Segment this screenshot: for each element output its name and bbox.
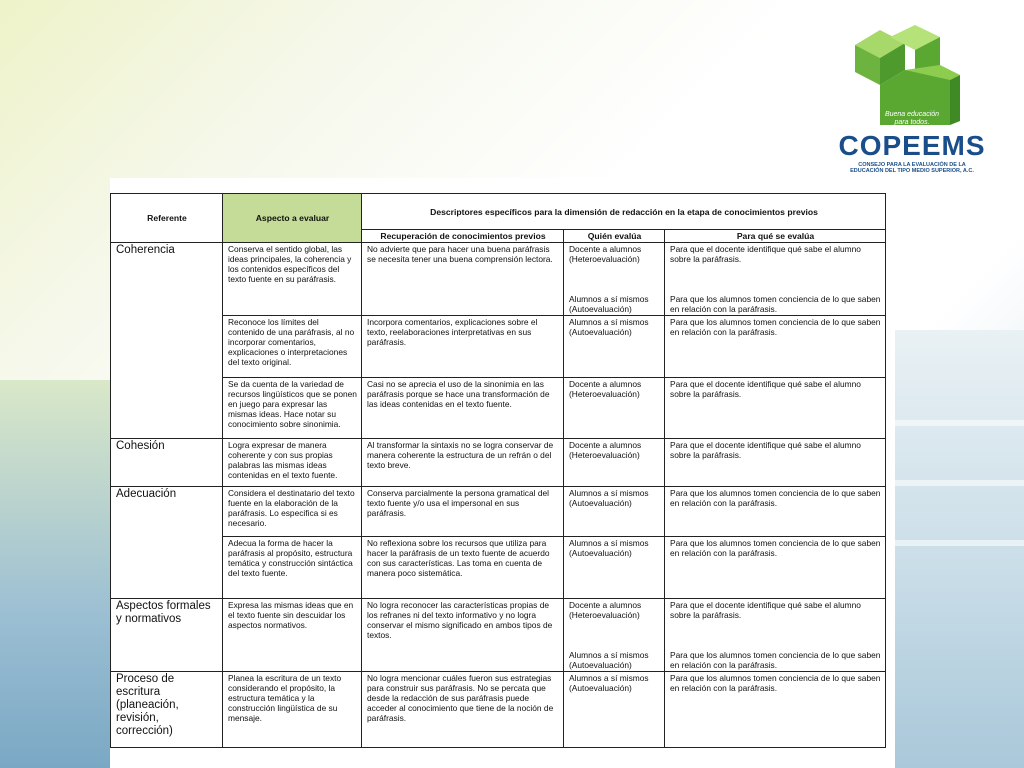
para-que-cell: Para que el docente identifique qué sabe el alumno sobre la paráfrasis. bbox=[665, 439, 886, 487]
quien-cell: Alumnos a sí mismos (Autoevaluación) bbox=[564, 537, 665, 599]
rubric-table bbox=[110, 193, 886, 748]
table-row bbox=[111, 599, 886, 672]
decorative-stripe bbox=[895, 540, 1024, 546]
header-descriptores: Descriptores específicos para la dimensión de redacción en la etapa de conocimientos previos bbox=[362, 194, 886, 230]
table-row bbox=[111, 243, 886, 316]
aspecto-cell: Logra expresar de manera coherente y con sus propias palabras las mismas ideas contenidas en el texto fuente. bbox=[223, 439, 362, 487]
quien-cell: Docente a alumnos (Heteroevaluación) bbox=[564, 439, 665, 487]
aspecto-cell: Planea la escritura de un texto considerando el propósito, la estructura temática y la construcción lingüística de su mensaje. bbox=[223, 672, 362, 748]
recuperacion-cell: No logra mencionar cuáles fueron sus estrategias para construir sus paráfrasis. No se percata que desde la redacción de sus paráfrasis puede acceder al conocimiento que tiene de la noción de paráfrasis. bbox=[362, 672, 564, 748]
aspecto-cell: Conserva el sentido global, las ideas principales, la coherencia y los contenidos específicos del texto fuente en su paráfrasis. bbox=[223, 243, 362, 316]
quien-cell: Docente a alumnos (Heteroevaluación) Alumnos a sí mismos (Autoevaluación) bbox=[564, 243, 665, 316]
right-decorative-band bbox=[895, 330, 1024, 768]
decorative-stripe bbox=[895, 480, 1024, 486]
aspecto-cell: Reconoce los límites del contenido de una paráfrasis, al no incorporar comentarios, explicaciones o interpretaciones del texto original. bbox=[223, 316, 362, 378]
recuperacion-cell: No advierte que para hacer una buena paráfrasis se necesita tener una buena comprensión lectora. bbox=[362, 243, 564, 316]
header-quien: Quién evalúa bbox=[564, 230, 665, 243]
header-referente: Referente bbox=[111, 194, 223, 243]
aspecto-cell: Adecua la forma de hacer la paráfrasis al propósito, estructura temática y construcción sintáctica del texto fuente. bbox=[223, 537, 362, 599]
table-row bbox=[111, 537, 886, 599]
left-decorative-band bbox=[0, 380, 110, 768]
logo-tagline: Buena educación para todos. bbox=[884, 111, 940, 126]
header-para-que: Para qué se evalúa bbox=[665, 230, 886, 243]
quien-cell: Docente a alumnos (Heteroevaluación) Alumnos a sí mismos (Autoevaluación) bbox=[564, 599, 665, 672]
recuperacion-cell: No reflexiona sobre los recursos que utiliza para hacer la paráfrasis de un texto fuente de acuerdo con sus características. Las toma en cuenta de manera poco sistemática. bbox=[362, 537, 564, 599]
table-row bbox=[111, 439, 886, 487]
rubric-document bbox=[110, 178, 895, 768]
referente-cell: Cohesión bbox=[111, 439, 223, 487]
logo-subtitle: CONSEJO PARA LA EVALUACIÓN DE LA EDUCACIÓN DEL TIPO MEDIO SUPERIOR, A.C. bbox=[850, 162, 974, 174]
aspecto-cell: Considera el destinatario del texto fuente en la elaboración de la paráfrasis. Lo especifica si es necesario. bbox=[223, 487, 362, 537]
quien-cell: Alumnos a sí mismos (Autoevaluación) bbox=[564, 487, 665, 537]
para-que-cell: Para que los alumnos tomen conciencia de lo que saben en relación con la paráfrasis. bbox=[665, 672, 886, 748]
para-que-cell: Para que el docente identifique qué sabe el alumno sobre la paráfrasis. bbox=[665, 378, 886, 439]
quien-cell: Alumnos a sí mismos (Autoevaluación) bbox=[564, 316, 665, 378]
referente-cell: Coherencia bbox=[111, 243, 223, 439]
table-row bbox=[111, 378, 886, 439]
recuperacion-cell: Al transformar la sintaxis no se logra conservar de manera coherente la estructura de un refrán o del texto breve. bbox=[362, 439, 564, 487]
table-row bbox=[111, 487, 886, 537]
recuperacion-cell: Casi no se aprecia el uso de la sinonimia en las paráfrasis porque se hace una transformación de las ideas contenidas en el texto fuente. bbox=[362, 378, 564, 439]
para-que-cell: Para que los alumnos tomen conciencia de lo que saben en relación con la paráfrasis. bbox=[665, 316, 886, 378]
para-que-cell: Para que los alumnos tomen conciencia de lo que saben en relación con la paráfrasis. bbox=[665, 537, 886, 599]
aspecto-cell: Se da cuenta de la variedad de recursos lingüísticos que se ponen en juego para expresar las mismas ideas. Hace notar su conocimiento sobre sinonimia. bbox=[223, 378, 362, 439]
aspecto-cell: Expresa las mismas ideas que en el texto fuente sin descuidar los aspectos normativos. bbox=[223, 599, 362, 672]
recuperacion-cell: Incorpora comentarios, explicaciones sobre el texto, reelaboraciones interpretativas en sus paráfrasis. bbox=[362, 316, 564, 378]
header-recuperacion: Recuperación de conocimientos previos bbox=[362, 230, 564, 243]
recuperacion-cell: Conserva parcialmente la persona gramatical del texto fuente y/o usa el impersonal en sus paráfrasis. bbox=[362, 487, 564, 537]
para-que-cell: Para que los alumnos tomen conciencia de lo que saben en relación con la paráfrasis. bbox=[665, 487, 886, 537]
logo-brand-name: COPEEMS bbox=[838, 130, 986, 161]
table-row bbox=[111, 316, 886, 378]
referente-cell: Proceso de escritura (planeación, revisión, corrección) bbox=[111, 672, 223, 748]
copeems-logo bbox=[832, 25, 992, 175]
table-row bbox=[111, 672, 886, 748]
para-que-cell: Para que el docente identifique qué sabe el alumno sobre la paráfrasis. Para que los alumnos tomen conciencia de lo que saben en relación con la paráfrasis. bbox=[665, 243, 886, 316]
referente-cell: Adecuación bbox=[111, 487, 223, 599]
quien-cell: Docente a alumnos (Heteroevaluación) bbox=[564, 378, 665, 439]
decorative-stripe bbox=[895, 420, 1024, 426]
recuperacion-cell: No logra reconocer las características propias de los refranes ni del texto informativo y no logra conservar el mismo significado en ambos tipos de textos. bbox=[362, 599, 564, 672]
referente-cell: Aspectos formales y normativos bbox=[111, 599, 223, 672]
quien-cell: Alumnos a sí mismos (Autoevaluación) bbox=[564, 672, 665, 748]
para-que-cell: Para que el docente identifique qué sabe el alumno sobre la paráfrasis. Para que los alumnos tomen conciencia de lo que saben en relación con la paráfrasis. bbox=[665, 599, 886, 672]
header-aspecto: Aspecto a evaluar bbox=[223, 194, 362, 243]
